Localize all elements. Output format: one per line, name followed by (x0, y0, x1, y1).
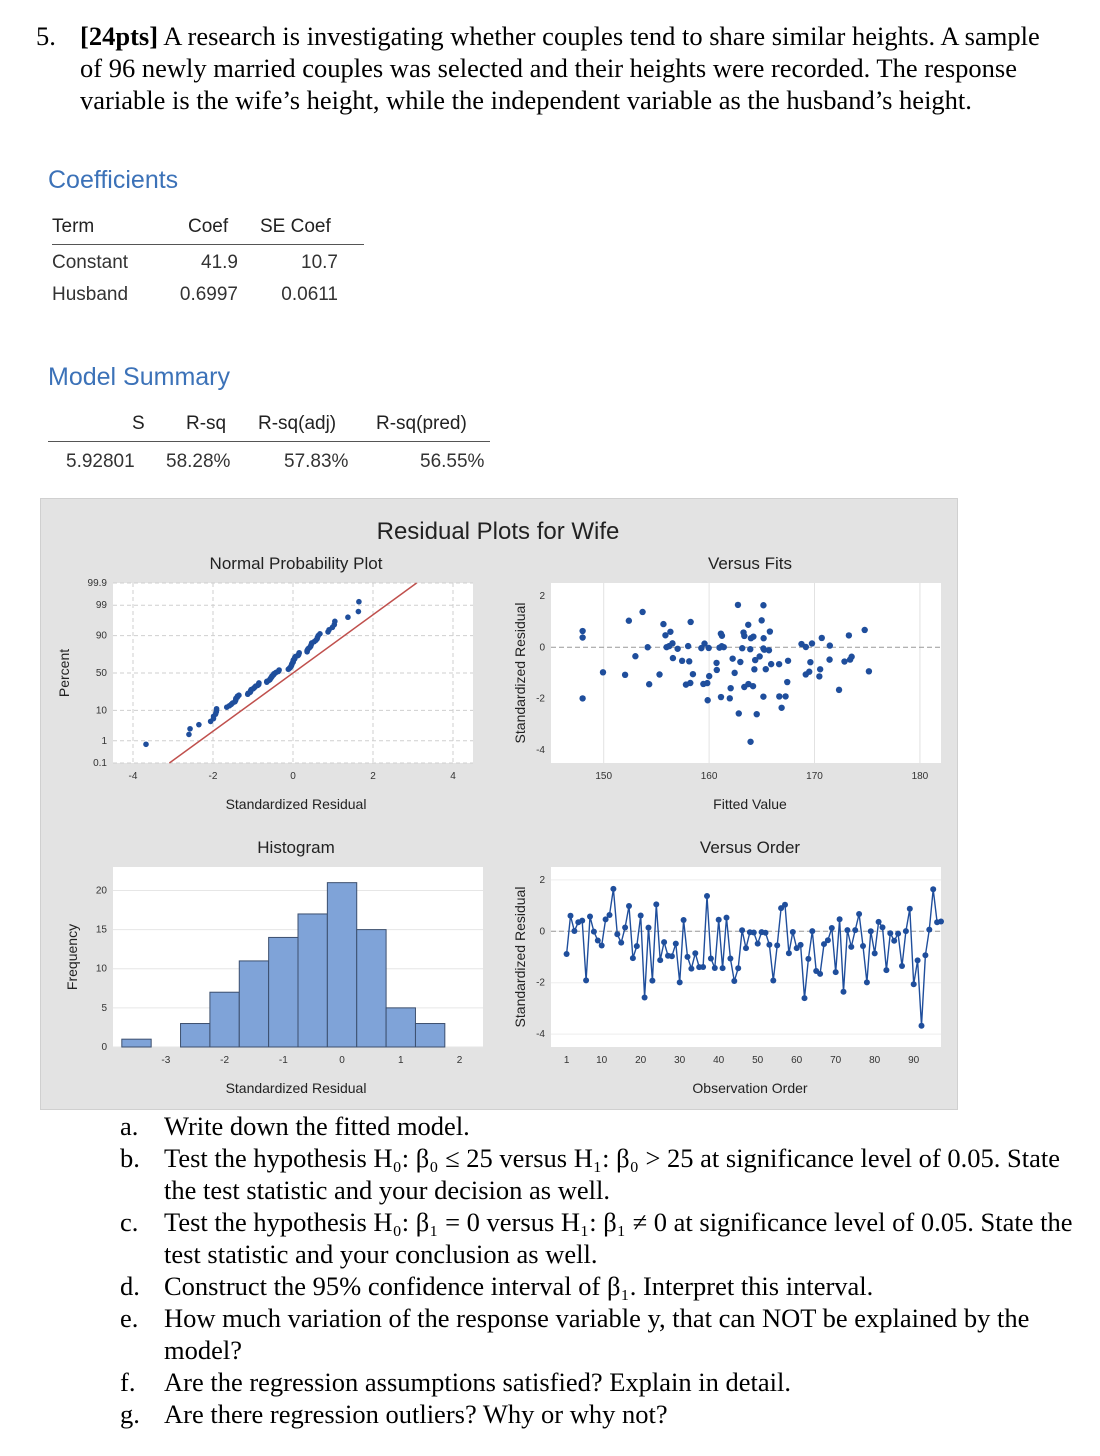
vorder-point (677, 979, 683, 985)
vfits-point (622, 672, 628, 678)
vfits-ytick-label: 0 (539, 642, 545, 654)
vorder-ytick-label: 2 (539, 874, 545, 886)
vfits-point (761, 646, 767, 652)
vfits-point (579, 634, 585, 640)
hist-ytick-label: 0 (101, 1042, 107, 1053)
vfits-point (745, 622, 751, 628)
vorder-point (618, 940, 624, 946)
vfits-ylabel: Standardized Residual (512, 602, 528, 744)
coef-row-coef: 41.9 (201, 252, 238, 273)
vfits-point (848, 654, 854, 660)
vfits-point (626, 618, 632, 624)
ms-header-s: S (132, 413, 145, 434)
vorder-point (770, 977, 776, 983)
vfits-point (718, 630, 724, 636)
vorder-point (739, 927, 745, 933)
vorder-point (919, 1023, 925, 1029)
question-list (120, 1110, 1080, 1430)
vorder-point (716, 917, 722, 923)
versus-order-plot (512, 838, 944, 1096)
vfits-point (670, 655, 676, 661)
npp-point (196, 722, 202, 728)
vorder-point (852, 927, 858, 933)
vfits-title: Versus Fits (707, 554, 793, 573)
vfits-point (700, 681, 706, 687)
npp-point (345, 614, 351, 620)
hist-title: Histogram (257, 838, 335, 857)
vorder-point (653, 901, 659, 907)
vorder-point (848, 944, 854, 950)
vfits-point (721, 644, 727, 650)
npp-point (187, 726, 193, 732)
vfits-point (674, 646, 680, 652)
npp-ytick-label: 50 (95, 668, 107, 679)
vfits-point (817, 666, 823, 672)
vfits-point (741, 684, 747, 690)
npp-point (276, 667, 282, 673)
vfits-point (754, 711, 760, 717)
vorder-point (907, 906, 913, 912)
vorder-point (720, 965, 726, 971)
vorder-point (579, 918, 585, 924)
problem-statement (36, 20, 1066, 116)
npp-ylabel: Percent (56, 648, 72, 698)
vorder-point (805, 956, 811, 962)
vorder-point (774, 942, 780, 948)
vorder-point (700, 964, 706, 970)
vorder-point (809, 928, 815, 934)
versus-fits-plot (512, 554, 941, 812)
vorder-point (887, 930, 893, 936)
hist-xtick-label: 1 (397, 1055, 404, 1066)
vorder-point (833, 969, 839, 975)
coefficients-title: Coefficients (48, 166, 179, 194)
vorder-xtick-label: 40 (713, 1055, 725, 1066)
vfits-point (760, 635, 766, 641)
vorder-point (751, 930, 757, 936)
vorder-point (883, 967, 889, 973)
vorder-xtick-label: 10 (596, 1055, 608, 1066)
vfits-point (763, 666, 769, 672)
question-b: b. Test the hypothesis H₀: β₀ ≤ 25 versus H₁: β₀ > 25 at significance level of 0.05. State the test statistic and your decision as well. (120, 1143, 1060, 1205)
problem-text: A research is investigating whether couples tend to share similar heights. A sample of 96 newly married couples was selected and their heights were recorded. The response variable is the wife’s height, while the independent variable as the husband’s height. (80, 21, 1040, 115)
vorder-point (922, 952, 928, 958)
vfits-point (747, 646, 753, 652)
vorder-point (755, 941, 761, 947)
vorder-point (595, 937, 601, 943)
vorder-point (731, 978, 737, 984)
vfits-point (600, 669, 606, 675)
npp-point (186, 732, 192, 738)
vfits-point (687, 619, 693, 625)
hist-xlabel: Standardized Residual (225, 1080, 367, 1096)
vfits-xtick-label: 170 (806, 771, 823, 782)
npp-point (214, 706, 220, 712)
vfits-point (861, 627, 867, 633)
coef-row-coef: 0.6997 (179, 284, 238, 305)
vfits-point (750, 683, 756, 689)
vorder-point (681, 917, 687, 923)
coef-header-coef: Coef (188, 216, 229, 237)
vfits-point (809, 640, 815, 646)
vorder-point (837, 916, 843, 922)
vfits-point (704, 697, 710, 703)
vfits-point (706, 673, 712, 679)
npp-point (332, 619, 338, 625)
vfits-point (656, 671, 662, 677)
vfits-point (714, 667, 720, 673)
vorder-point (712, 965, 718, 971)
vorder-point (657, 957, 663, 963)
npp-point (236, 692, 242, 698)
vfits-point (826, 656, 832, 662)
vorder-point (685, 954, 691, 960)
vorder-point (903, 928, 909, 934)
vfits-point (866, 668, 872, 674)
vorder-point (692, 950, 698, 956)
npp-title: Normal Probability Plot (209, 554, 383, 573)
vorder-point (564, 951, 570, 957)
vfits-ytick-label: 2 (539, 590, 545, 602)
hist-xtick-label: -1 (278, 1055, 288, 1066)
vfits-point (685, 643, 691, 649)
vorder-point (876, 919, 882, 925)
vorder-ytick-label: -2 (536, 977, 545, 989)
hist-xtick-label: 0 (339, 1055, 345, 1066)
vorder-point (763, 930, 769, 936)
coef-row-term: Husband (52, 284, 129, 305)
vorder-xtick-label: 90 (908, 1055, 920, 1066)
coef-row-se: 10.7 (301, 252, 338, 273)
vfits-point (819, 635, 825, 641)
vfits-point (731, 670, 737, 676)
vfits-point (639, 609, 645, 615)
vorder-point (704, 893, 710, 899)
vorder-point (802, 995, 808, 1001)
vorder-point (642, 994, 648, 1000)
vorder-point (626, 903, 632, 909)
vfits-point (816, 673, 822, 679)
residual-plots-panel (40, 498, 958, 1110)
vfits-point (778, 705, 784, 711)
coef-header-term: Term (52, 216, 95, 237)
vfits-point (679, 658, 685, 664)
vorder-point (868, 928, 874, 934)
hist-xtick-label: -2 (220, 1055, 230, 1066)
vorder-point (661, 939, 667, 945)
vfits-point (698, 645, 704, 651)
question-d: d. Construct the 95% confidence interval of β₁. Interpret this interval. (120, 1271, 874, 1301)
vorder-xtick-label: 50 (752, 1055, 764, 1066)
vfits-point (718, 694, 724, 700)
vorder-point (864, 979, 870, 985)
vfits-point (644, 644, 650, 650)
hist-ytick-label: 20 (95, 885, 107, 897)
vfits-point (741, 633, 747, 639)
vorder-point (583, 977, 589, 983)
vfits-point (776, 693, 782, 699)
vfits-point (846, 632, 852, 638)
vorder-point (673, 941, 679, 947)
vfits-point (747, 739, 753, 745)
vorder-xtick-label: 60 (791, 1055, 803, 1066)
vfits-point (632, 653, 638, 659)
vorder-point (841, 989, 847, 995)
vfits-point (758, 617, 764, 623)
vfits-xtick-label: 160 (700, 771, 718, 782)
vfits-point (735, 602, 741, 608)
vorder-point (610, 886, 616, 892)
vorder-point (638, 913, 644, 919)
npp-xtick-label: 4 (450, 771, 456, 782)
vorder-xtick-label: 20 (635, 1055, 647, 1066)
vorder-point (724, 915, 730, 921)
coef-header-se: SE Coef (260, 216, 331, 237)
vorder-xlabel: Observation Order (692, 1080, 808, 1096)
vfits-xtick-label: 180 (911, 771, 929, 782)
npp-point (143, 741, 149, 747)
npp-point (296, 650, 302, 656)
vorder-point (599, 943, 605, 949)
npp-point (356, 609, 362, 615)
npp-ytick-label: 99.9 (87, 578, 107, 589)
vfits-point (841, 658, 847, 664)
hist-xtick-label: -3 (161, 1055, 171, 1066)
question-f: f. Are the regression assumptions satisfied? Explain in detail. (120, 1367, 792, 1397)
ms-header-rsq: R-sq (186, 413, 227, 434)
vfits-point (798, 641, 804, 647)
question-g: g. Are there regression outliers? Why or why not? (120, 1399, 668, 1429)
vorder-point (607, 912, 613, 918)
vorder-point (634, 943, 640, 949)
coef-header-rule (52, 244, 364, 245)
vorder-point (587, 914, 593, 920)
vorder-point (891, 938, 897, 944)
hist-bar (386, 1008, 415, 1047)
ms-value-rsq-pred: 56.55% (420, 451, 485, 472)
vorder-ytick-label: -4 (536, 1029, 545, 1041)
vorder-point (911, 981, 917, 987)
residual-plots-figure (41, 499, 957, 1109)
vorder-point (727, 955, 733, 961)
ms-header-rsq-adj: R-sq(adj) (258, 413, 337, 434)
vorder-plot-area (551, 867, 941, 1047)
vorder-ylabel: Standardized Residual (512, 886, 528, 1028)
vfits-point (776, 661, 782, 667)
vorder-point (798, 942, 804, 948)
npp-xtick-label: -4 (128, 771, 138, 782)
histogram-plot (64, 838, 483, 1096)
coef-row-term: Constant (52, 252, 129, 273)
vfits-point (785, 658, 791, 664)
vorder-point (790, 929, 796, 935)
question-c: c. Test the hypothesis H₀: β₁ = 0 versus H₁: β₁ ≠ 0 at significance level of 0.05. State the test statistic and your conclusion as well. (120, 1207, 1073, 1269)
ms-header-rule (48, 441, 490, 442)
vfits-point (662, 632, 668, 638)
npp-point (256, 680, 262, 686)
vfits-point (727, 695, 733, 701)
npp-ytick-label: 10 (95, 705, 107, 717)
vfits-point (669, 640, 675, 646)
vfits-xtick-label: 150 (595, 771, 613, 782)
vorder-xtick-label: 70 (830, 1055, 842, 1066)
vorder-point (622, 924, 628, 930)
vfits-point (782, 693, 788, 699)
vfits-xlabel: Fitted Value (713, 796, 787, 812)
vorder-point (930, 886, 936, 892)
vorder-point (571, 928, 577, 934)
vfits-point (836, 687, 842, 693)
vorder-point (817, 971, 823, 977)
question-e: e. How much variation of the response variable y, that can NOT be explained by the model? (120, 1303, 1030, 1365)
vfits-point (706, 645, 712, 651)
vorder-point (630, 955, 636, 961)
ms-value-s: 5.92801 (66, 451, 135, 472)
npp-point (356, 599, 362, 605)
npp-xtick-label: 2 (370, 771, 376, 782)
vfits-point (687, 680, 693, 686)
vorder-point (591, 929, 597, 935)
npp-ytick-label: 99 (95, 600, 107, 612)
vorder-point (646, 925, 652, 931)
problem-points: [24pts] (80, 21, 159, 51)
vorder-point (880, 924, 886, 930)
hist-ytick-label: 10 (95, 963, 107, 975)
vorder-title: Versus Order (699, 838, 801, 857)
vorder-point (856, 911, 862, 917)
vfits-ytick-label: -2 (536, 693, 545, 705)
vfits-point (727, 685, 733, 691)
ms-header-rsq-pred: R-sq(pred) (376, 413, 467, 434)
vfits-point (760, 693, 766, 699)
vorder-xtick-label: 1 (563, 1055, 570, 1066)
vfits-point (646, 681, 652, 687)
ms-value-rsq: 58.28% (166, 451, 231, 472)
coef-row-se: 0.0611 (281, 284, 338, 305)
vfits-point (768, 661, 774, 667)
hist-bar (122, 1039, 151, 1047)
vorder-point (786, 950, 792, 956)
vorder-point (614, 931, 620, 937)
npp-xtick-label: -2 (208, 771, 218, 782)
hist-ytick-label: 15 (95, 924, 107, 936)
vorder-point (743, 945, 749, 951)
npp-ytick-label: 1 (101, 735, 107, 747)
vorder-point (766, 942, 772, 948)
vorder-xtick-label: 80 (869, 1055, 881, 1066)
model-summary-table (48, 413, 498, 483)
model-summary-title: Model Summary (48, 363, 230, 391)
hist-xtick-label: 2 (456, 1055, 463, 1066)
vorder-point (669, 953, 675, 959)
vfits-point (690, 671, 696, 677)
vfits-point (713, 660, 719, 666)
vfits-point (807, 659, 813, 665)
vfits-point (579, 628, 585, 634)
vfits-point (729, 655, 735, 661)
vorder-point (844, 927, 850, 933)
vorder-ytick-label: 0 (539, 926, 545, 938)
vorder-point (568, 913, 574, 919)
vfits-point (760, 602, 766, 608)
vorder-point (708, 956, 714, 962)
vfits-point (827, 642, 833, 648)
hist-bar (415, 1024, 444, 1047)
hist-bar (181, 1024, 210, 1047)
vfits-point (751, 666, 757, 672)
npp-point (317, 631, 323, 637)
vorder-xtick-label: 30 (674, 1055, 686, 1066)
hist-bar (239, 961, 268, 1047)
problem-number: 5. (36, 21, 56, 51)
vorder-point (872, 950, 878, 956)
vfits-point (739, 645, 745, 651)
vorder-point (825, 937, 831, 943)
vorder-point (915, 957, 921, 963)
vfits-point (579, 695, 585, 701)
normal-probability-plot (56, 554, 473, 812)
vfits-ytick-label: -4 (536, 745, 545, 757)
npp-ytick-label: 90 (95, 630, 107, 642)
hist-bar (269, 937, 298, 1047)
hist-ylabel: Frequency (64, 923, 80, 991)
vfits-point (686, 658, 692, 664)
vorder-point (926, 927, 932, 933)
vorder-point (860, 943, 866, 949)
hist-bar (357, 930, 386, 1047)
hist-bar (298, 914, 327, 1047)
vfits-point (752, 657, 758, 663)
vfits-point (750, 633, 756, 639)
vfits-point (784, 679, 790, 685)
vorder-point (895, 931, 901, 937)
ms-value-rsq-adj: 57.83% (284, 451, 349, 472)
hist-bar (210, 992, 239, 1047)
vfits-point (736, 710, 742, 716)
vorder-point (782, 902, 788, 908)
residual-plots-title: Residual Plots for Wife (376, 518, 620, 545)
vorder-point (688, 966, 694, 972)
vfits-point (660, 621, 666, 627)
vorder-point (899, 963, 905, 969)
npp-xtick-label: 0 (290, 771, 296, 782)
coefficients-table (52, 216, 372, 316)
vorder-point (735, 965, 741, 971)
vorder-point (829, 925, 835, 931)
hist-ytick-label: 5 (101, 1002, 107, 1014)
question-a: a. Write down the fitted model. (120, 1111, 470, 1141)
npp-ytick-label: 0.1 (93, 758, 107, 769)
vfits-point (803, 671, 809, 677)
npp-xlabel: Standardized Residual (225, 796, 367, 812)
vorder-point (649, 978, 655, 984)
vfits-point (767, 628, 773, 634)
vfits-plot-area (551, 583, 941, 763)
hist-bar (327, 883, 356, 1047)
vfits-point (737, 659, 743, 665)
vorder-point (938, 919, 944, 925)
